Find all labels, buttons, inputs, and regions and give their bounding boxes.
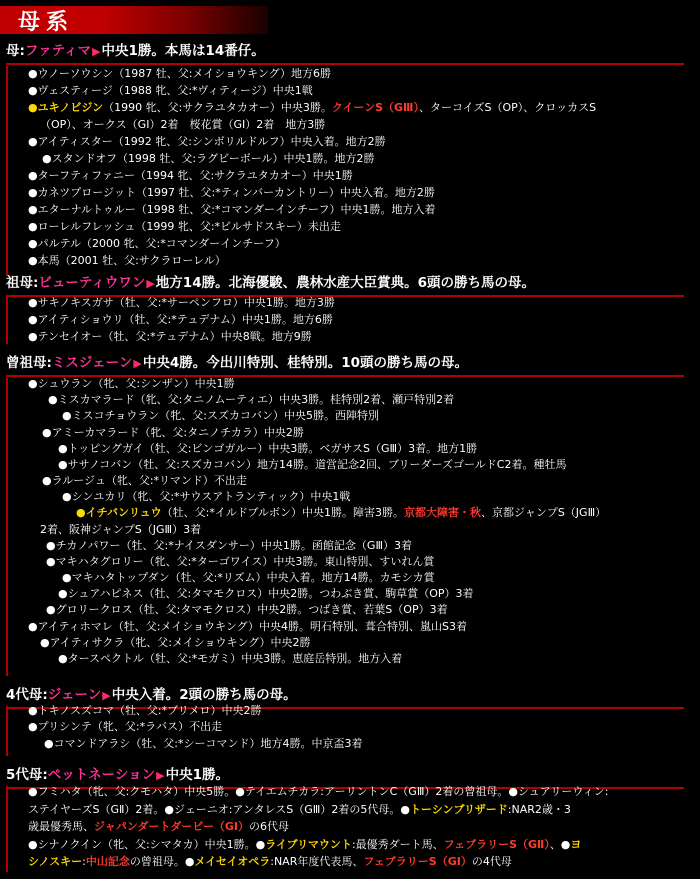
text-segment: の4代母 bbox=[471, 855, 512, 868]
text-segment: ●マキハタトップダン（牡、父:*リズム）中央入着。地方14勝。カモシカ賞 bbox=[62, 571, 435, 584]
offspring-line bbox=[28, 203, 435, 217]
race-name: 京都大障害・秋 bbox=[404, 506, 482, 519]
offspring-line bbox=[40, 523, 201, 537]
offspring-line bbox=[58, 458, 566, 472]
text-segment: ●ヴェスティージ（1988 牝、父:*ヴィティージ）中央1戦 bbox=[28, 84, 313, 97]
text-segment: ●コマンドアラシ（牡、父:*シーコマンド）地方4勝。中京盃3着 bbox=[44, 737, 363, 750]
triangle-icon: ▶ bbox=[133, 357, 142, 370]
text-segment: ステイヤーズS（GⅡ）2着。●ジェーニオ:アンタレスS（GⅢ）2着の5代母。● bbox=[28, 803, 410, 816]
text-segment: 歳最優秀馬、 bbox=[28, 820, 94, 833]
race-name: フェブラリーS（GⅠ） bbox=[363, 855, 472, 868]
race-name: ジャパンダートダービー（GⅠ） bbox=[94, 820, 250, 833]
offspring-line bbox=[58, 587, 474, 601]
generation-label: 祖母: bbox=[6, 275, 39, 291]
race-name: 中山記念 bbox=[85, 855, 130, 868]
triangle-icon: ▶ bbox=[146, 277, 155, 290]
text-segment: の曾祖母。● bbox=[129, 855, 195, 868]
offspring-line bbox=[44, 737, 362, 751]
offspring-line bbox=[28, 254, 226, 268]
offspring-line bbox=[28, 296, 335, 310]
offspring-line bbox=[46, 555, 434, 569]
dam-record: 中央1勝。 bbox=[165, 767, 229, 783]
text-segment: ●シュウラン（牝、父:シンザン）中央1勝 bbox=[28, 377, 235, 390]
text-segment: ●ローレルフレッシュ（1999 牝、父:*ビルサドスキー）未出走 bbox=[28, 220, 341, 233]
horse-name: メイセイオペラ bbox=[194, 855, 271, 868]
triangle-icon: ▶ bbox=[156, 769, 165, 782]
text-segment: ●カネツプロージット（1997 牡、父:*ティンバーカントリー）中央入着。地方2勝 bbox=[28, 186, 435, 199]
text-segment: :最優秀ダート馬、 bbox=[351, 838, 444, 851]
text-segment: ●シナノクイン（牝、父:シマタカ）中央1勝。● bbox=[28, 838, 266, 851]
text-segment: ●ラルージュ（牝、父:*リマンド）不出走 bbox=[42, 474, 247, 487]
text-segment: ●ミスコチョウラン（牝、父:スズカコバン）中央5勝。西陣特別 bbox=[62, 409, 379, 422]
text-segment: ●プリシンテ（牝、父:*ラバス）不出走 bbox=[28, 720, 223, 733]
offspring-line bbox=[28, 330, 312, 344]
horse-name: ライブリマウント bbox=[265, 838, 352, 851]
horse-name: ●イチバンリュウ bbox=[76, 506, 162, 519]
offspring-line bbox=[28, 237, 286, 251]
offspring-line bbox=[62, 571, 435, 585]
section-heading-4 bbox=[6, 684, 686, 706]
offspring-line bbox=[28, 220, 341, 234]
text-segment: :NAR2歳・3 bbox=[507, 803, 571, 816]
generation-label: 5代母: bbox=[6, 767, 48, 783]
dam-name: ミスジェーン bbox=[51, 355, 133, 371]
offspring-line bbox=[28, 704, 261, 718]
offspring-line bbox=[58, 442, 477, 456]
offspring-line bbox=[28, 135, 386, 149]
offspring-line bbox=[42, 474, 247, 488]
section-heading-1 bbox=[6, 40, 686, 62]
offspring-line bbox=[40, 636, 311, 650]
offspring-line bbox=[28, 855, 512, 869]
dam-record: 地方14勝。北海優駿、農林水産大臣賞典。6頭の勝ち馬の母。 bbox=[155, 275, 535, 291]
section-header bbox=[0, 0, 700, 38]
offspring-line bbox=[28, 186, 435, 200]
text-segment: ●トキノスズコマ（牡、父:*ブリメロ）中央2勝 bbox=[28, 704, 262, 717]
generation-label: 曾祖母: bbox=[6, 355, 52, 371]
text-segment: :NAR年度代表馬、 bbox=[270, 855, 364, 868]
offspring-line bbox=[28, 838, 581, 852]
horse-name: トーシンブリザード bbox=[409, 803, 508, 816]
dam-name: ジェーン bbox=[47, 687, 102, 703]
dam-name: ファティマ bbox=[24, 43, 92, 59]
offspring-line bbox=[28, 101, 596, 115]
text-segment: ●アイティホマレ（牡、父:メイショウキング）中央4勝。明石特別、葺合特別、嵐山S3着 bbox=[28, 620, 467, 633]
dam-name: ビューティウワン bbox=[38, 275, 146, 291]
offspring-line bbox=[28, 84, 313, 98]
text-segment: ●マキハタグロリー（牝、父:*ターゴワイス）中央3勝。東山特別、すいれん賞 bbox=[46, 555, 435, 568]
offspring-line bbox=[28, 67, 331, 81]
offspring-line bbox=[28, 720, 222, 734]
race-name: クイーンS（GⅢ） bbox=[331, 101, 419, 114]
text-segment: 、京都ジャンプS（JGⅢ） bbox=[481, 506, 607, 519]
race-name: フェブラリーS（GⅡ） bbox=[443, 838, 550, 851]
offspring-line bbox=[28, 803, 571, 817]
offspring-line bbox=[46, 539, 412, 553]
horse-name: シノスキー bbox=[28, 855, 83, 868]
offspring-line bbox=[42, 426, 304, 440]
horse-name: ●ユキノビジン bbox=[28, 101, 104, 114]
section-rule bbox=[6, 63, 684, 65]
offspring-line bbox=[42, 152, 374, 166]
dam-name: ペットネーション bbox=[47, 767, 156, 783]
text-segment: の6代母 bbox=[249, 820, 290, 833]
section-heading-5 bbox=[6, 764, 686, 786]
section-heading-2 bbox=[6, 272, 686, 294]
offspring-line bbox=[76, 506, 606, 520]
offspring-line bbox=[28, 169, 353, 183]
offspring-line bbox=[28, 377, 235, 391]
text-segment: ●アミーカマラード（牝、父:タニノチカラ）中央2勝 bbox=[42, 426, 304, 439]
text-segment: ●フミハタ（牝、父:クモハタ）中央5勝。●テイエムチカラ:アーリントンC（GⅢ）2着の曾祖母。●シュアリーウィン: bbox=[28, 785, 609, 798]
offspring-line bbox=[40, 118, 325, 132]
offspring-line bbox=[28, 620, 467, 634]
text-segment: ●タースペクトル（牡、父:*モガミ）中央3勝。恵庭岳特別。地方入着 bbox=[58, 652, 403, 665]
offspring-line bbox=[28, 820, 289, 834]
dam-record: 中央入着。2頭の勝ち馬の母。 bbox=[111, 687, 297, 703]
offspring-line bbox=[28, 313, 333, 327]
text-segment: ●ターフティファニー（1994 牝、父:サクラユタカオー）中央1勝 bbox=[28, 169, 353, 182]
text-segment: （1990 牝、父:サクラユタカオー）中央3勝。 bbox=[103, 101, 332, 114]
text-segment: ●ササノコバン（牡、父:スズカコバン）地方14勝。道営記念2回、ブリーダーズゴールドC2着。種牡馬 bbox=[58, 458, 567, 471]
text-segment: 、● bbox=[549, 838, 571, 851]
offspring-line bbox=[62, 490, 350, 504]
offspring-line bbox=[28, 785, 608, 799]
page-title: 母系 bbox=[18, 10, 75, 35]
text-segment: ●シュアハピネス（牡、父:タマモクロス）中央2勝。つわぶき賞、駒草賞（OP）3着 bbox=[58, 587, 474, 600]
offspring-line bbox=[48, 393, 454, 407]
text-segment: ●シンユカリ（牝、父:*サウスアトランティック）中央1戦 bbox=[62, 490, 351, 503]
section-heading-3 bbox=[6, 352, 686, 374]
text-segment: ●アイティサクラ（牝、父:メイショウキング）中央2勝 bbox=[40, 636, 311, 649]
text-segment: ●アイティショウリ（牡、父:*テュデナム）中央1勝。地方6勝 bbox=[28, 313, 333, 326]
text-segment: ●アイティスター（1992 牝、父:シンボリルドルフ）中央入着。地方2勝 bbox=[28, 135, 386, 148]
triangle-icon: ▶ bbox=[102, 689, 111, 702]
text-segment: ●トッピングガイ（牡、父:ビンゴガルー）中央3勝。ベガサスS（GⅢ）3着。地方1勝 bbox=[58, 442, 478, 455]
offspring-line bbox=[58, 652, 402, 666]
text-segment: ●本馬（2001 牡、父:サクラローレル） bbox=[28, 254, 226, 267]
dam-record: 中央1勝。本馬は14番仔。 bbox=[101, 43, 265, 59]
text-segment: ●スタンドオフ（1998 牡、父:ラグビーボール）中央1勝。地方2勝 bbox=[42, 152, 375, 165]
text-segment: : bbox=[82, 855, 86, 868]
dam-record: 中央4勝。今出川特別、桂特別。10頭の勝ち馬の母。 bbox=[142, 355, 469, 371]
generation-label: 4代母: bbox=[6, 687, 48, 703]
generation-label: 母: bbox=[6, 43, 25, 59]
horse-name: ヨ bbox=[570, 838, 582, 851]
offspring-line bbox=[62, 409, 379, 423]
text-segment: ●テンセイオー（牡、父:*テュデナム）中央8戦。地方9勝 bbox=[28, 330, 312, 343]
offspring-line bbox=[46, 603, 448, 617]
text-segment: ●サキノキスガサ（牡、父:*サーペンフロ）中央1勝。地方3勝 bbox=[28, 296, 335, 309]
text-segment: ●グロリークロス（牡、父:タマモクロス）中央2勝。つばき賞、若葉S（OP）3着 bbox=[46, 603, 448, 616]
text-segment: 、ターコイズS（OP）、クロッカスS bbox=[418, 101, 597, 114]
text-segment: ●ミスカマラード（牝、父:タニノムーティエ）中央3勝。桂特別2着、瀬戸特別2着 bbox=[48, 393, 455, 406]
text-segment: 2着、阪神ジャンプS（JGⅢ）3着 bbox=[40, 523, 202, 536]
text-segment: ●ウノーソウシン（1987 牡、父:メイショウキング）地方6勝 bbox=[28, 67, 331, 80]
text-segment: （OP）、オークス（GⅠ）2着 桜花賞（GⅠ）2着 地方3勝 bbox=[40, 118, 326, 131]
text-segment: ●エターナルトゥルー（1998 牡、父:*コマンダーインチーフ）中央1勝。地方入着 bbox=[28, 203, 436, 216]
text-segment: ●チカノパワー（牡、父:*ナイスダンサー）中央1勝。函館記念（GⅢ）3着 bbox=[46, 539, 413, 552]
triangle-icon: ▶ bbox=[92, 45, 101, 58]
text-segment: （牡、父:*イルドブルボン）中央1勝。障害3勝。 bbox=[161, 506, 405, 519]
text-segment: ●パルテル（2000 牝、父:*コマンダーインチーフ） bbox=[28, 237, 286, 250]
